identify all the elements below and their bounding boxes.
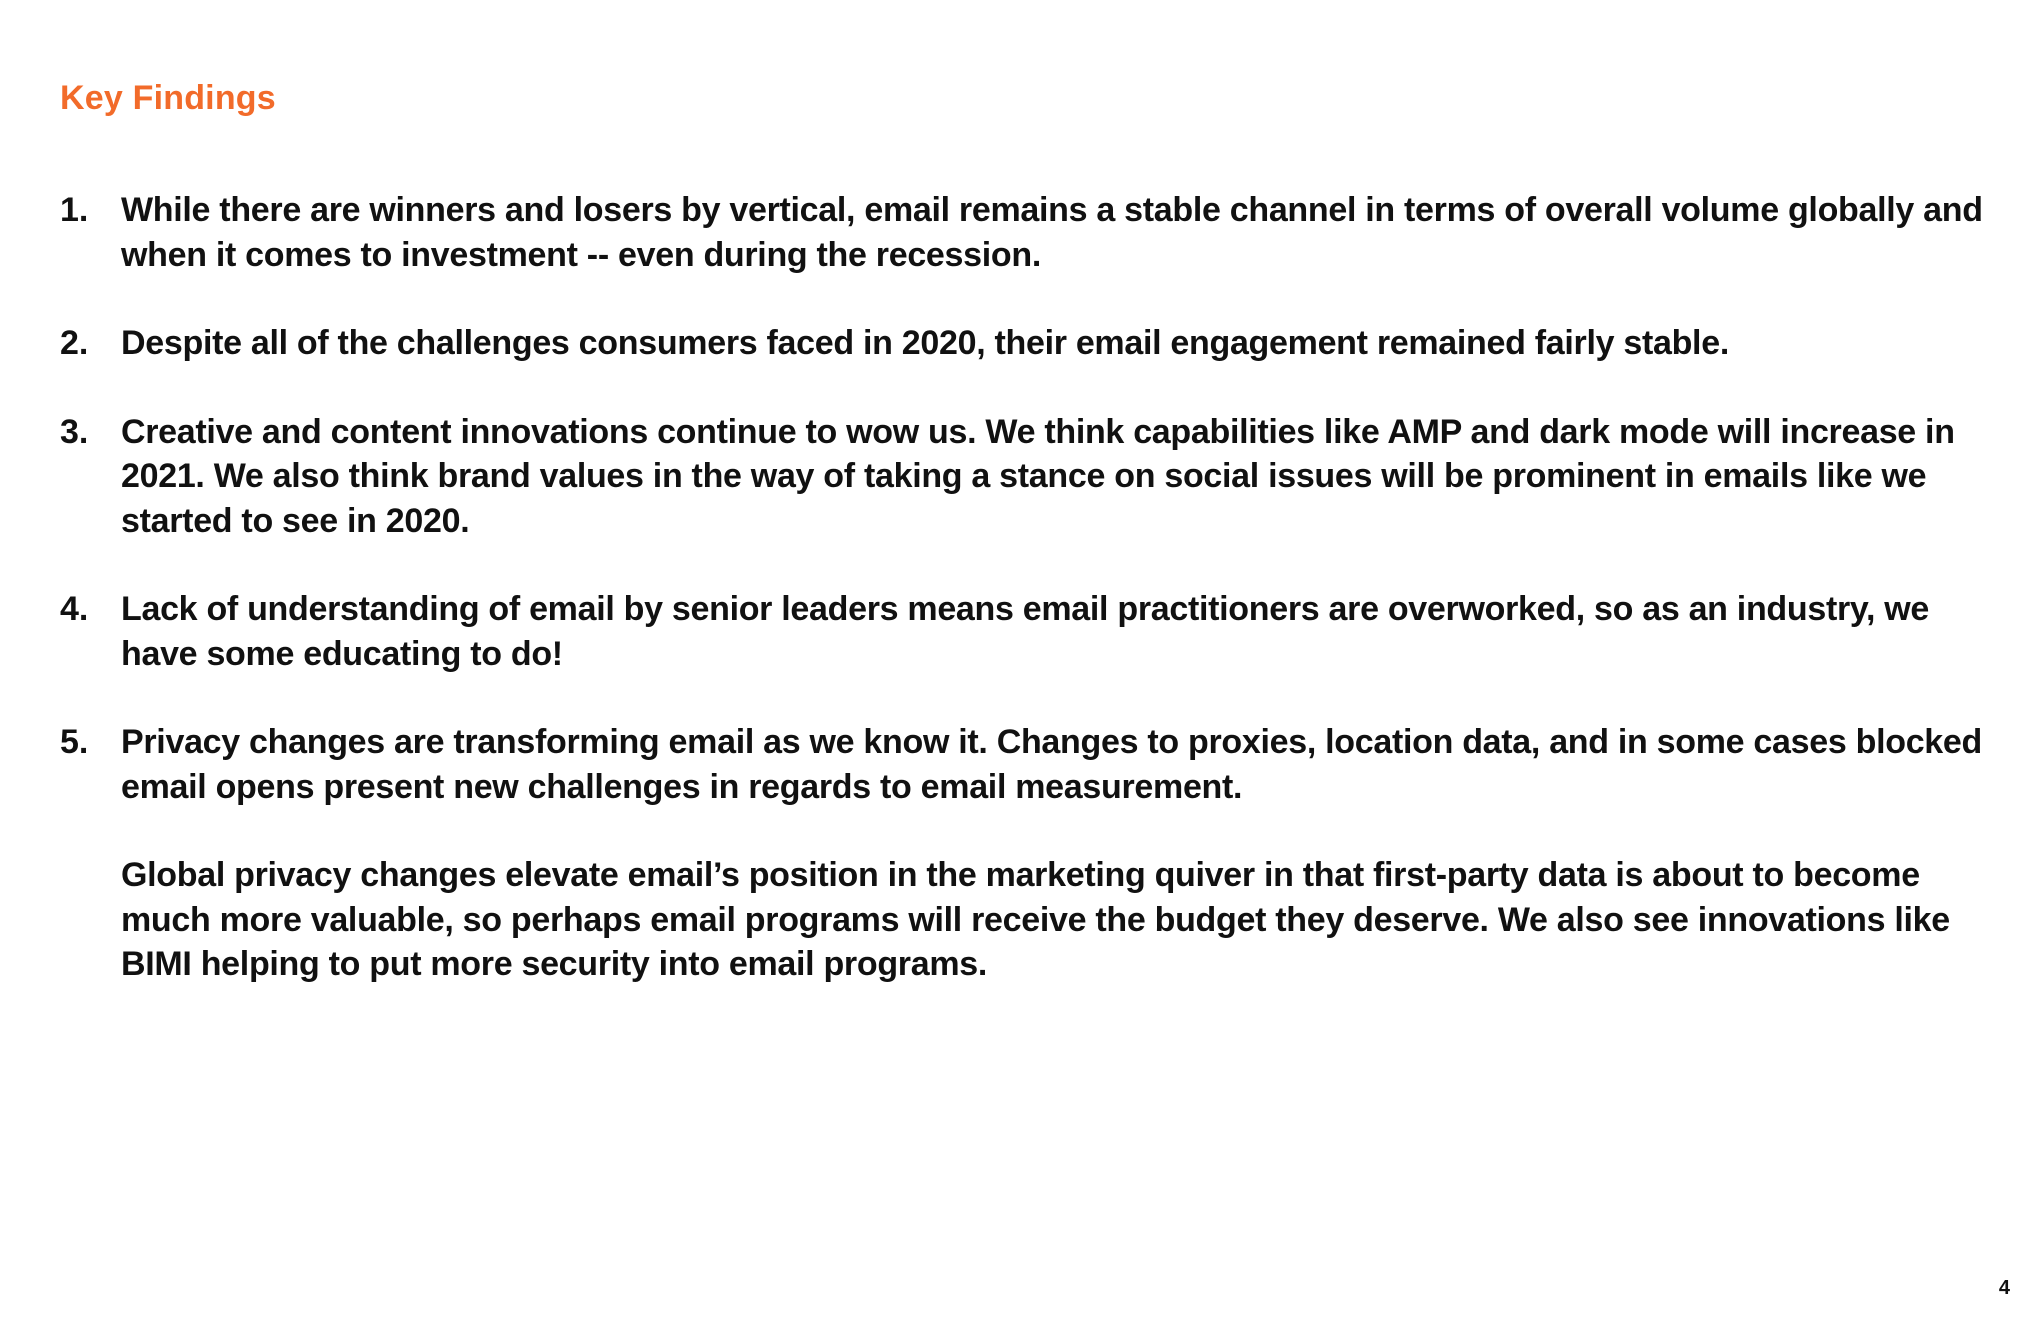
finding-item-5: [60, 720, 1990, 987]
finding-body: [121, 720, 1990, 987]
finding-item-1: [60, 188, 1990, 277]
finding-number: 2.: [60, 324, 89, 362]
finding-item-4: [60, 587, 1990, 676]
finding-body: [121, 321, 1990, 366]
finding-text: Creative and content innovations continue to wow us. We think capabilities like AMP and dark mode will increase in 2021. We also think brand values in the way of taking a stance on social issues will be prominent in emails like we started to see in 2020.: [121, 412, 1955, 540]
page-title: Key Findings: [60, 78, 276, 117]
finding-text: Privacy changes are transforming email as we know it. Changes to proxies, location data, and in some cases blocked email opens present new challenges in regards to email measurement.: [121, 723, 1982, 806]
finding-number: 4.: [60, 590, 89, 628]
page-number: 4: [1998, 1277, 2010, 1299]
finding-body: [121, 587, 1990, 676]
finding-number: 3.: [60, 412, 89, 451]
finding-item-2: [60, 321, 1990, 366]
finding-text: Lack of understanding of email by senior leaders means email practitioners are overworked, so as an industry, we have some educating to do!: [121, 590, 1930, 673]
finding-body: [121, 410, 1990, 544]
finding-item-3: [60, 410, 1990, 544]
finding-number: 5.: [60, 723, 89, 761]
finding-number: 1.: [60, 191, 89, 229]
finding-body: [121, 188, 1990, 277]
finding-text: While there are winners and losers by vertical, email remains a stable channel in terms of overall volume globally and when it comes to investment -- even during the recession.: [121, 191, 1983, 274]
finding-text: Despite all of the challenges consumers faced in 2020, their email engagement remained fairly stable.: [121, 324, 1729, 362]
finding-text: Global privacy changes elevate email’s position in the marketing quiver in that first-party data is about to become much more valuable, so perhaps email programs will receive the budget they deserve. We also see innovations like BIMI helping to put more security into email programs.: [121, 856, 1950, 983]
findings-list: [60, 188, 1990, 1031]
